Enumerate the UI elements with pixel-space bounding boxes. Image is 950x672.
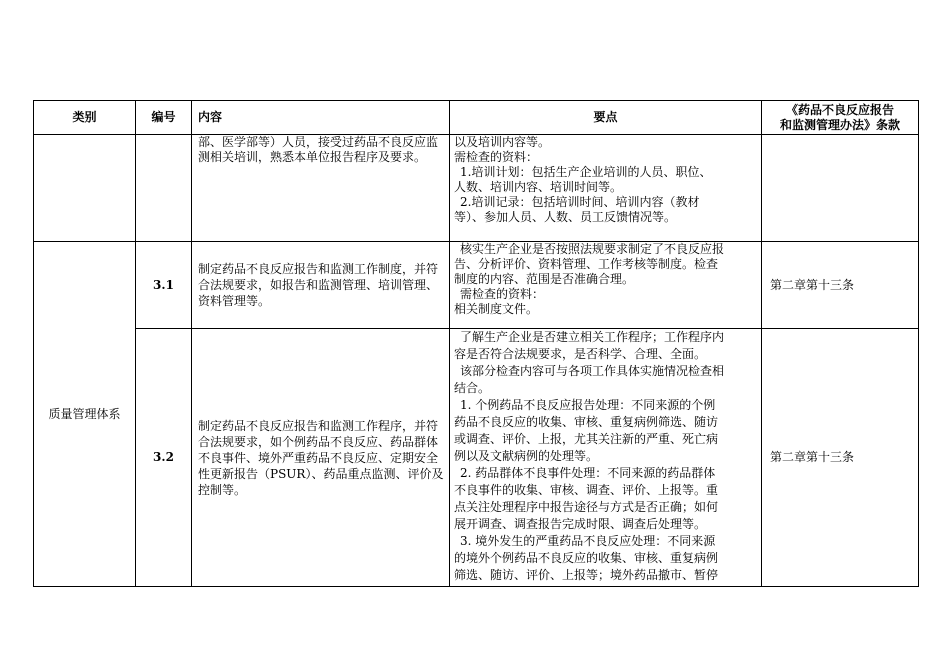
points-line: 2.培训记录：包括培训时间、培训内容（教材 [460,195,700,209]
points-line: 相关制度文件。 [454,302,539,316]
table-row-3-2 [34,329,919,587]
points-line: 1. 个例药品不良反应报告处理：不同来源的个例 [460,398,716,412]
content-text-3-1: 制定药品不良反应报告和监测工作制度，并符合法规要求，如报告和监测管理、培训管理、资料管理等。 [198,262,439,308]
inspection-table [33,100,919,587]
cell-clause-prev [762,135,919,242]
points-line: 1.培训计划：包括生产企业培训的人员、职位、 [460,165,712,179]
table-row-3-1 [34,242,919,329]
points-line: 需检查的资料： [454,150,539,164]
points-line: 告、分析评价、资料管理、工作考核等制度。检查 [454,257,719,271]
cell-content-3-2 [192,329,450,587]
header-number: 编号 [136,101,192,135]
content-text-prev: 部、医学部等）人员，接受过药品不良反应监测相关培训，熟悉本单位报告程序及要求。 [198,135,439,164]
points-line: 筛选、随访、评价、上报等；境外药品撤市、暂停 [454,568,719,582]
cell-number-3-1: 3.1 [136,242,192,329]
cell-content-prev [192,135,450,242]
header-clause-line1: 《药品不良反应报告 [785,102,894,117]
cell-clause-3-1: 第二章第十三条 [762,242,919,329]
points-line: 的境外个例药品不良反应的收集、审核、重复病例 [454,551,719,565]
points-line: 需检查的资料： [460,287,545,301]
table-row-prev [34,135,919,242]
points-line: 或调查、评价、上报，尤其关注新的严重、死亡病 [454,432,719,446]
points-line: 等）、参加人员、人数、员工反馈情况等。 [454,210,677,224]
header-points: 要点 [450,101,762,135]
header-clause [762,101,919,135]
cell-category-prev [34,135,136,242]
points-line: 人数、培训内容、培训时间等。 [454,180,623,194]
cell-number-prev [136,135,192,242]
points-line: 核实生产企业是否按照法规要求制定了不良反应报 [460,242,725,256]
points-line: 点关注处理程序中报告途径与方式是否正确；如何 [454,500,719,514]
points-line: 了解生产企业是否建立相关工作程序；工作程序内 [460,330,725,344]
points-line: 容是否符合法规要求，是否科学、合理、全面。 [454,347,707,361]
header-content: 内容 [192,101,450,135]
points-line: 3. 境外发生的严重药品不良反应处理：不同来源 [460,534,716,548]
content-text-3-2: 制定药品不良反应报告和监测工作程序，并符合法规要求，如个例药品不良反应、药品群体不良事件、境外严重药品不良反应、定期安全性更新报告（PSUR）、药品重点监测、评价及控制等。 [198,418,444,497]
header-clause-line2: 和监测管理办法》条款 [779,117,900,132]
cell-points-3-1 [450,242,762,329]
points-line: 展开调查、调查报告完成时限、调查后处理等。 [454,517,707,531]
points-line: 2. 药品群体不良事件处理：不同来源的药品群体 [460,466,716,480]
cell-number-3-2: 3.2 [136,329,192,587]
points-line: 该部分检查内容可与各项工作具体实施情况检查相 [460,364,725,378]
points-line: 结合。 [454,381,491,395]
points-line: 药品不良反应的收集、审核、重复病例筛选、随访 [454,415,719,429]
cell-points-3-2 [450,329,762,587]
points-line: 以及培训内容等。 [454,135,551,149]
cell-content-3-1 [192,242,450,329]
header-row [34,101,919,135]
cell-clause-3-2: 第二章第十三条 [762,329,919,587]
points-line: 例以及文献病例的处理等。 [454,449,599,463]
points-line: 制度的内容、范围是否准确合理。 [454,272,635,286]
cell-category: 质量管理体系 [34,242,136,587]
header-category: 类别 [34,101,136,135]
cell-points-prev [450,135,762,242]
points-line: 不良事件的收集、审核、调查、评价、上报等。重 [454,483,719,497]
